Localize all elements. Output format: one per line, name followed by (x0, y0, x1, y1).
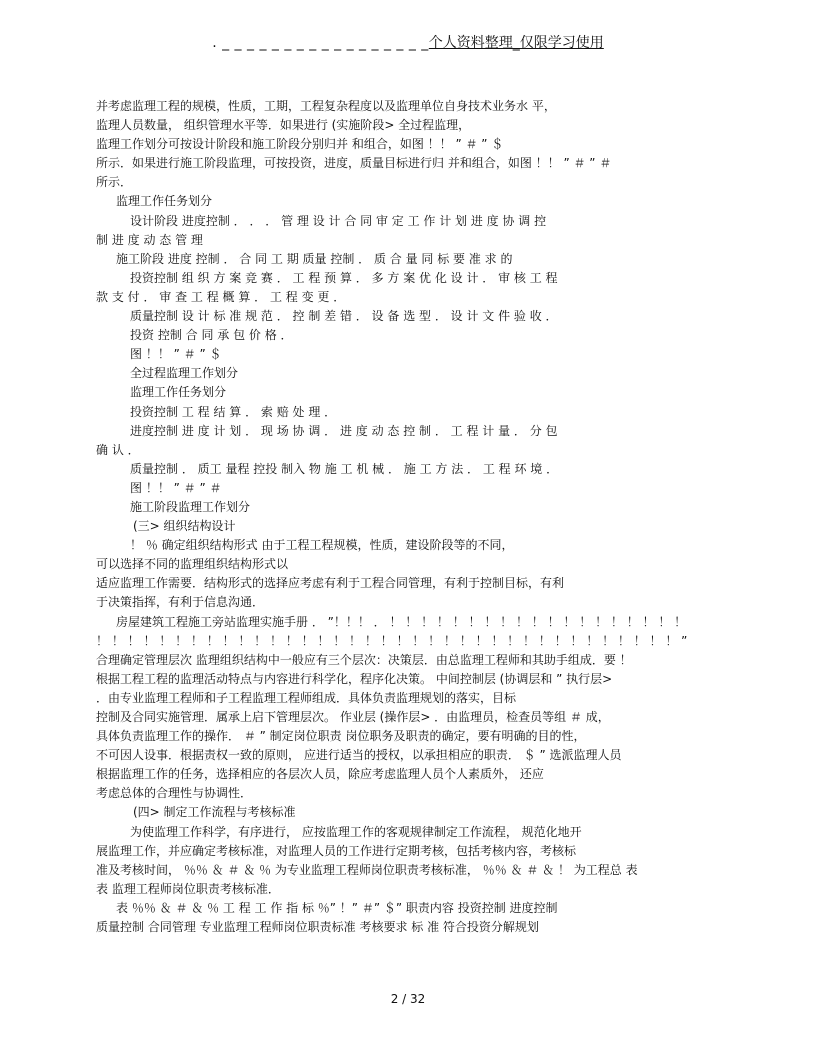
text-line: 根据监理工作的任务，选择相应的各层次人员，除应考虑监理人员个人素质外， 还应 (96, 767, 544, 782)
text-line: 控制及合同实施管理．属承上启下管理层次。 作业层 (操作层> ．由监理员，检查员等组 ＃ 成， (96, 710, 610, 724)
text-line: 图 ！！ ” ＃ ” ＃ (130, 480, 222, 495)
text-line: 并考虑监理工程的规模，性质，工期，工程复杂程度以及监理单位自身技术业务水 平， (96, 99, 556, 113)
text-line: 准及考核时间， ％％ ＆ ＃ ＆ ％ 为专业监理工程师岗位职责考核标准， ％％ ＆ ＃ ＆ ！ 为工程总 表 (96, 862, 638, 877)
text-line: 制 进 度 动 态 管 理 (96, 232, 203, 247)
text-line: 设计阶段 进度控制 ． ． ． 管 理 设 计 合 同 审 定 工 作 计 划 进 度 协 调 控 (130, 213, 547, 228)
text-line: 表 监理工程师岗位职责考核标准． (96, 881, 280, 896)
text-line: 所示．如果进行施工阶段监理，可按投资，进度，质量目标进行归 并和组合，如图 ！！ ” ＃ ” ＃ (96, 156, 612, 171)
text-line: ！ ％ 确定组织结构形式 由于工程工程规模，性质，建设阶段等的不同， (130, 538, 514, 553)
text-line: ！ ！ ！ ！ ！ ！ ！ ！ ！ ！ ！ ！ ！ ！ ！ ！ ！ ！ ！ ！ ！ ！ ！ ！ ！ ！ ！ ！ ！ ！ ！ ！ ！ ！ ！ ！ ！ ” (96, 633, 688, 648)
text-line: 监理工作任务划分 (116, 194, 213, 209)
text-line: 具体负责监理工作的操作． ＃ ” 制定岗位职责 岗位职务及职责的确定，要有明确的目的性， (96, 729, 586, 744)
text-line: 施工阶段 进度 控制 ． 合 同 工 期 质量 控制 ． 质 合 量 同 标 要 准 求 的 (116, 251, 513, 266)
text-line: 质量控制 合同管理 专业监理工程师岗位职责标准 考核要求 标 准 符合投资分解规划 (96, 920, 539, 935)
text-line: 施工阶段监理工作划分 (130, 499, 251, 514)
text-line: 监理人员数量， 组织管理水平等．如果进行 (实施阶段> 全过程监理， (96, 118, 471, 133)
page-number: 2 / 32 (390, 992, 426, 1006)
text-line: 质量控制 ． 质工 量程 控投 制入 物 施 工 机 械 ． 施 工 方 法 ． 工 程 环 境 ． (130, 461, 559, 476)
text-line: 监理工作划分可按设计阶段和施工阶段分别归并 和组合，如图 ！！ ” ＃ ” ＄ (96, 137, 504, 152)
text-line: 投资 控制 合 同 承 包 价 格 ． (130, 328, 293, 343)
text-line: 图 ！！ ” ＃ ” ＄ (130, 347, 222, 362)
text-line: 展监理工作，并应确定考核标准，对监理人员的工作进行定期考核，包括考核内容，考核标 (96, 843, 577, 858)
text-line: 监理工作任务划分 (130, 385, 227, 400)
text-line: 进度控制 进 度 计 划 ． 现 场 协 调 ． 进 度 动 态 控 制 ． 工 程 计 量 ． 分 包 (130, 423, 558, 438)
text-line: 全过程监理工作划分 (130, 366, 239, 381)
text-line: 表 ％％ ＆ ＃ ＆ ％ 工 程 工 作 指 标 ％” ！” ＃” ＄” 职责内容 投资控制 进度控制 (116, 900, 558, 915)
header-rule: . _ _ _ _ _ _ _ _ _ _ _ _ _ _ _ _ _ (212, 35, 429, 51)
text-line: 合理确定管理层次 监理组织结构中一般应有三个层次：决策层．由总监理工程师和其助手组成．要 ！ (96, 652, 632, 667)
text-line: 可以选择不同的监理组织结构形式以 (96, 557, 289, 572)
text-line: 款 支 付 ． 审 查 工 程 概 算 ． 工 程 变 更 ． (96, 289, 346, 304)
text-line: (三> 组织结构设计 (133, 519, 236, 534)
document-body (96, 97, 726, 937)
header-title: 个人资料整理_仅限学习使用 (428, 35, 604, 51)
text-line: 于决策指挥，有利于信息沟通． (96, 595, 265, 610)
text-line: 房屋建筑工程施工旁站监理实施手册 ． ”！！！ ． ！ ！ ！ ！ ！ ！ ！ ！ ！ ！ ！ ！ ！ ！ ！ ！ ！ ！ ！ (116, 614, 687, 629)
text-line: 确 认 ． (96, 442, 140, 457)
text-line: 投资控制 工 程 结 算 ． 索 赔 处 理 ． (130, 404, 337, 419)
text-line: (四> 制定工作流程与考核标准 (133, 805, 296, 820)
text-line: 根据工程工程的监理活动特点与内容进行科学化，程序化决策。 中间控制层 (协调层和 ” 执行层> (96, 671, 613, 686)
text-line: 不可因人设事．根据责权一致的原则， 应进行适当的授权，以承担相应的职责． ＄ ” 选派监理人员 (96, 748, 622, 763)
text-line: 所示． (96, 175, 133, 190)
text-line: 质量控制 设 计 标 准 规 范 ． 控 制 差 错 ． 设 备 选 型 ． 设 计 文 件 验 收 ． (130, 309, 558, 324)
text-line: ．由专业监理工程师和子工程监理工程师组成．具体负责监理规划的落实，目标 (96, 690, 517, 705)
text-line: 投资控制 组 织 方 案 竞 赛 ． 工 程 预 算 ． 多 方 案 优 化 设 计 ． 审 核 工 程 (130, 270, 558, 285)
text-line: 为使监理工作科学，有序进行， 应按监理工作的客观规律制定工作流程， 规范化地开 (130, 824, 582, 839)
page-header (0, 34, 816, 52)
text-line: 考虑总体的合理性与协调性． (96, 786, 253, 801)
text-line: 适应监理工作需要．结构形式的选择应考虑有利于工程合同管理，有利于控制目标，有利 (96, 576, 565, 591)
